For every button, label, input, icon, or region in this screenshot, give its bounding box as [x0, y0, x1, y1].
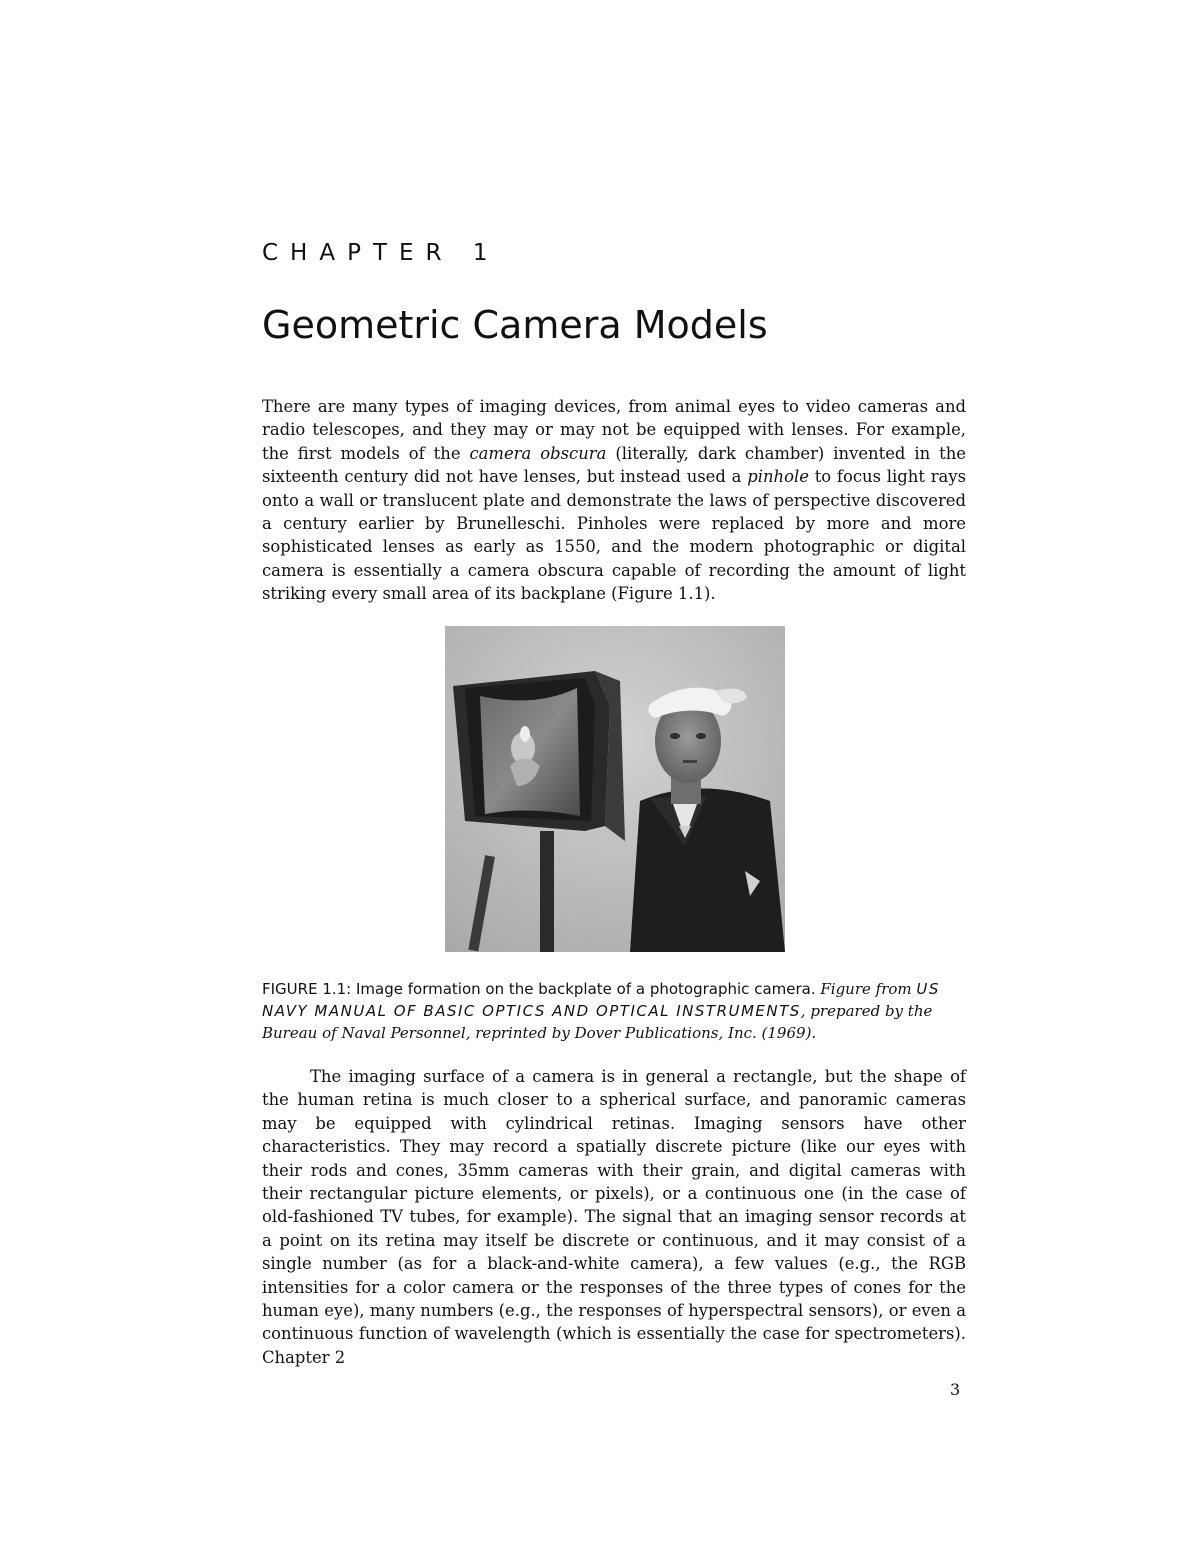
intro-text-1: There are many types of imaging devices, from animal eyes to video cameras and radio telescopes, and they may or may not be equipped with lenses. For example, the first models of the: [262, 397, 966, 463]
chapter-label: CHAPTER 1: [262, 240, 500, 266]
intro-text-2: (literally, dark chamber) invented in the sixteenth century did not have lenses, but instead used a: [262, 443, 966, 487]
body-paragraph: The imaging surface of a camera is in general a rectangle, but the shape of the human retina is much closer to a spherical surface, and panoramic cameras may be equipped with cylindrical retinas. Imaging sensors have other characteristics. They may record a spatially discrete picture (like our eyes with their rods and cones, 35mm cameras with their grain, and digital cameras with their rectangular picture elements, or pixels), or a continuous one (in the case of old-fashioned TV tubes, for example). The signal that an imaging sensor records at a point on its retina may itself be discrete or continuous, and it may consist of a single number (as for a black-and-white camera), a few values (e.g., the RGB intensities for a color camera or the responses of the three types of cones for the human eye), many numbers (e.g., the responses of hyperspectral sensors), or even a continuous function of wavelength (which is essentially the case for spectrometers). Chapter 2: [262, 1067, 966, 1367]
camera-sailor-photo: [445, 626, 785, 952]
chapter-title: Geometric Camera Models: [262, 303, 768, 347]
caption-source-prefix: Figure from: [820, 980, 917, 998]
term-camera-obscura: camera obscura: [469, 443, 607, 463]
intro-text-3: to focus light rays onto a wall or translucent plate and demonstrate the laws of perspective discovered a century earlier by Brunelleschi. Pinholes were replaced by more and more sophisticated lenses as early as 1550, and the modern photographic or digital camera is essentially a camera obscura capable of recording the amount of light striking every small area of its backplane (Figure 1.1).: [262, 467, 966, 604]
term-pinhole: pinhole: [747, 467, 809, 487]
figure-caption: [262, 978, 966, 1044]
caption-label: FIGURE 1.1: Image formation on the backplate of a photographic camera.: [262, 980, 821, 998]
figure-photograph: [445, 626, 785, 952]
intro-paragraph: [262, 395, 966, 606]
caption-source-suffix: , prepared by the Bureau of Naval Personnel, reprinted by Dover Publications, Inc. (1969).: [262, 1002, 933, 1042]
caption-source-title: US NAVY MANUAL OF BASIC OPTICS AND OPTICAL INSTRUMENTS: [262, 980, 940, 1020]
page-number: 3: [950, 1380, 961, 1399]
